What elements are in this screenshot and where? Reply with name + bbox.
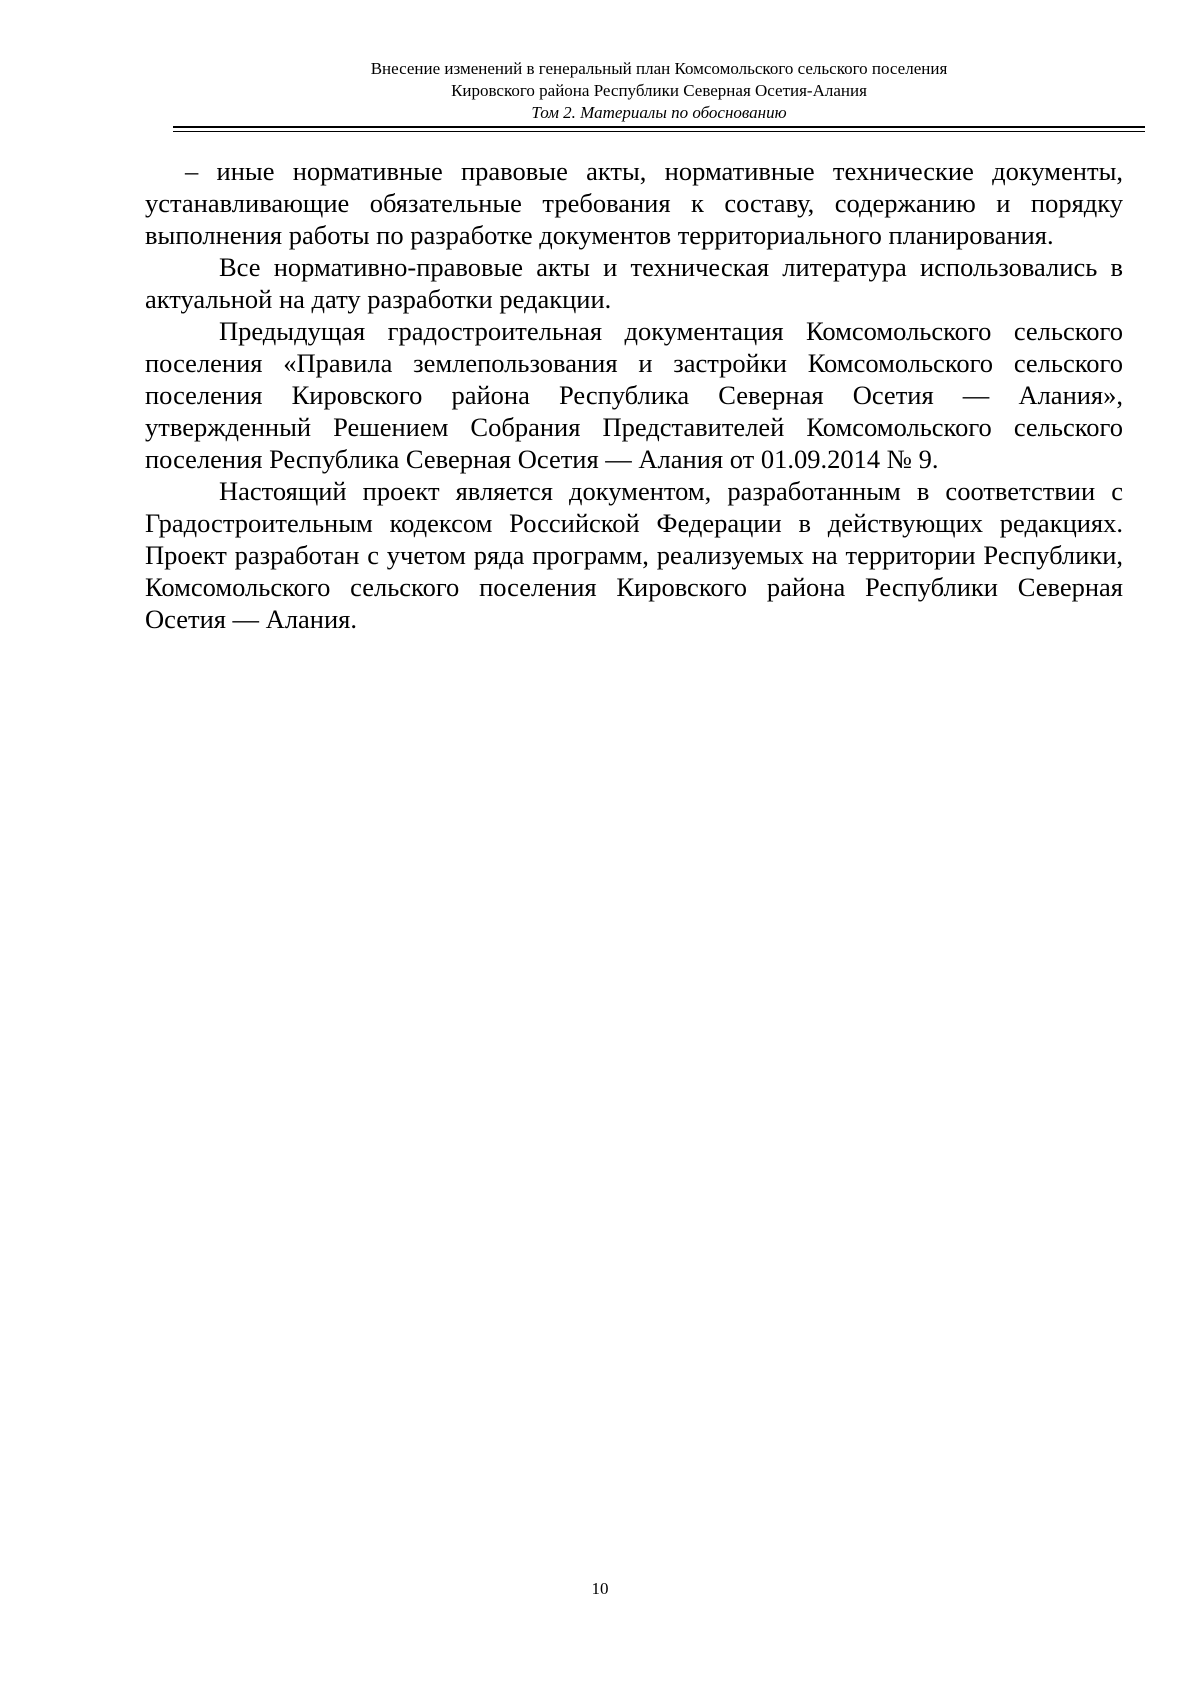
running-header <box>173 58 1145 124</box>
body-text <box>145 155 1123 635</box>
header-double-rule <box>173 126 1145 132</box>
paragraph-project-description: Настоящий проект является документом, разработанным в соответствии с Градостроительным кодексом Российской Федерации в действующих редакциях. Проект разработан с учетом ряда программ, реализуемых на территории Республики, Комсомольского сельского поселения Кировского района Республики Северная Осетия — Алания. <box>145 476 1123 634</box>
header-title-line-2: Кировского района Республики Северная Осетия-Алания <box>451 81 867 100</box>
paragraph-previous-documentation: Предыдущая градостроительная документация Комсомольского сельского поселения «Правила землепользования и застройки Комсомольского сельского поселения Кировского района Республика Северная Осетия — Алания», утвержденный Решением Собрания Представителей Комсомольского сельского поселения Республика Северная Осетия — Алания от 01.09.2014 № 9. <box>145 316 1123 474</box>
paragraph-other-acts: – иные нормативные правовые акты, нормативные технические документы, устанавливающие обязательные требования к составу, содержанию и порядку выполнения работы по разработке документов территориального планирования. <box>145 156 1123 250</box>
page-number: 10 <box>591 1579 609 1598</box>
header-volume-line: Том 2. Материалы по обоснованию <box>531 103 787 122</box>
header-title-line-1: Внесение изменений в генеральный план Комсомольского сельского поселения <box>370 59 948 78</box>
paragraph-regulatory-acts: Все нормативно-правовые акты и техническая литература использовались в актуальной на дату разработки редакции. <box>145 252 1123 314</box>
